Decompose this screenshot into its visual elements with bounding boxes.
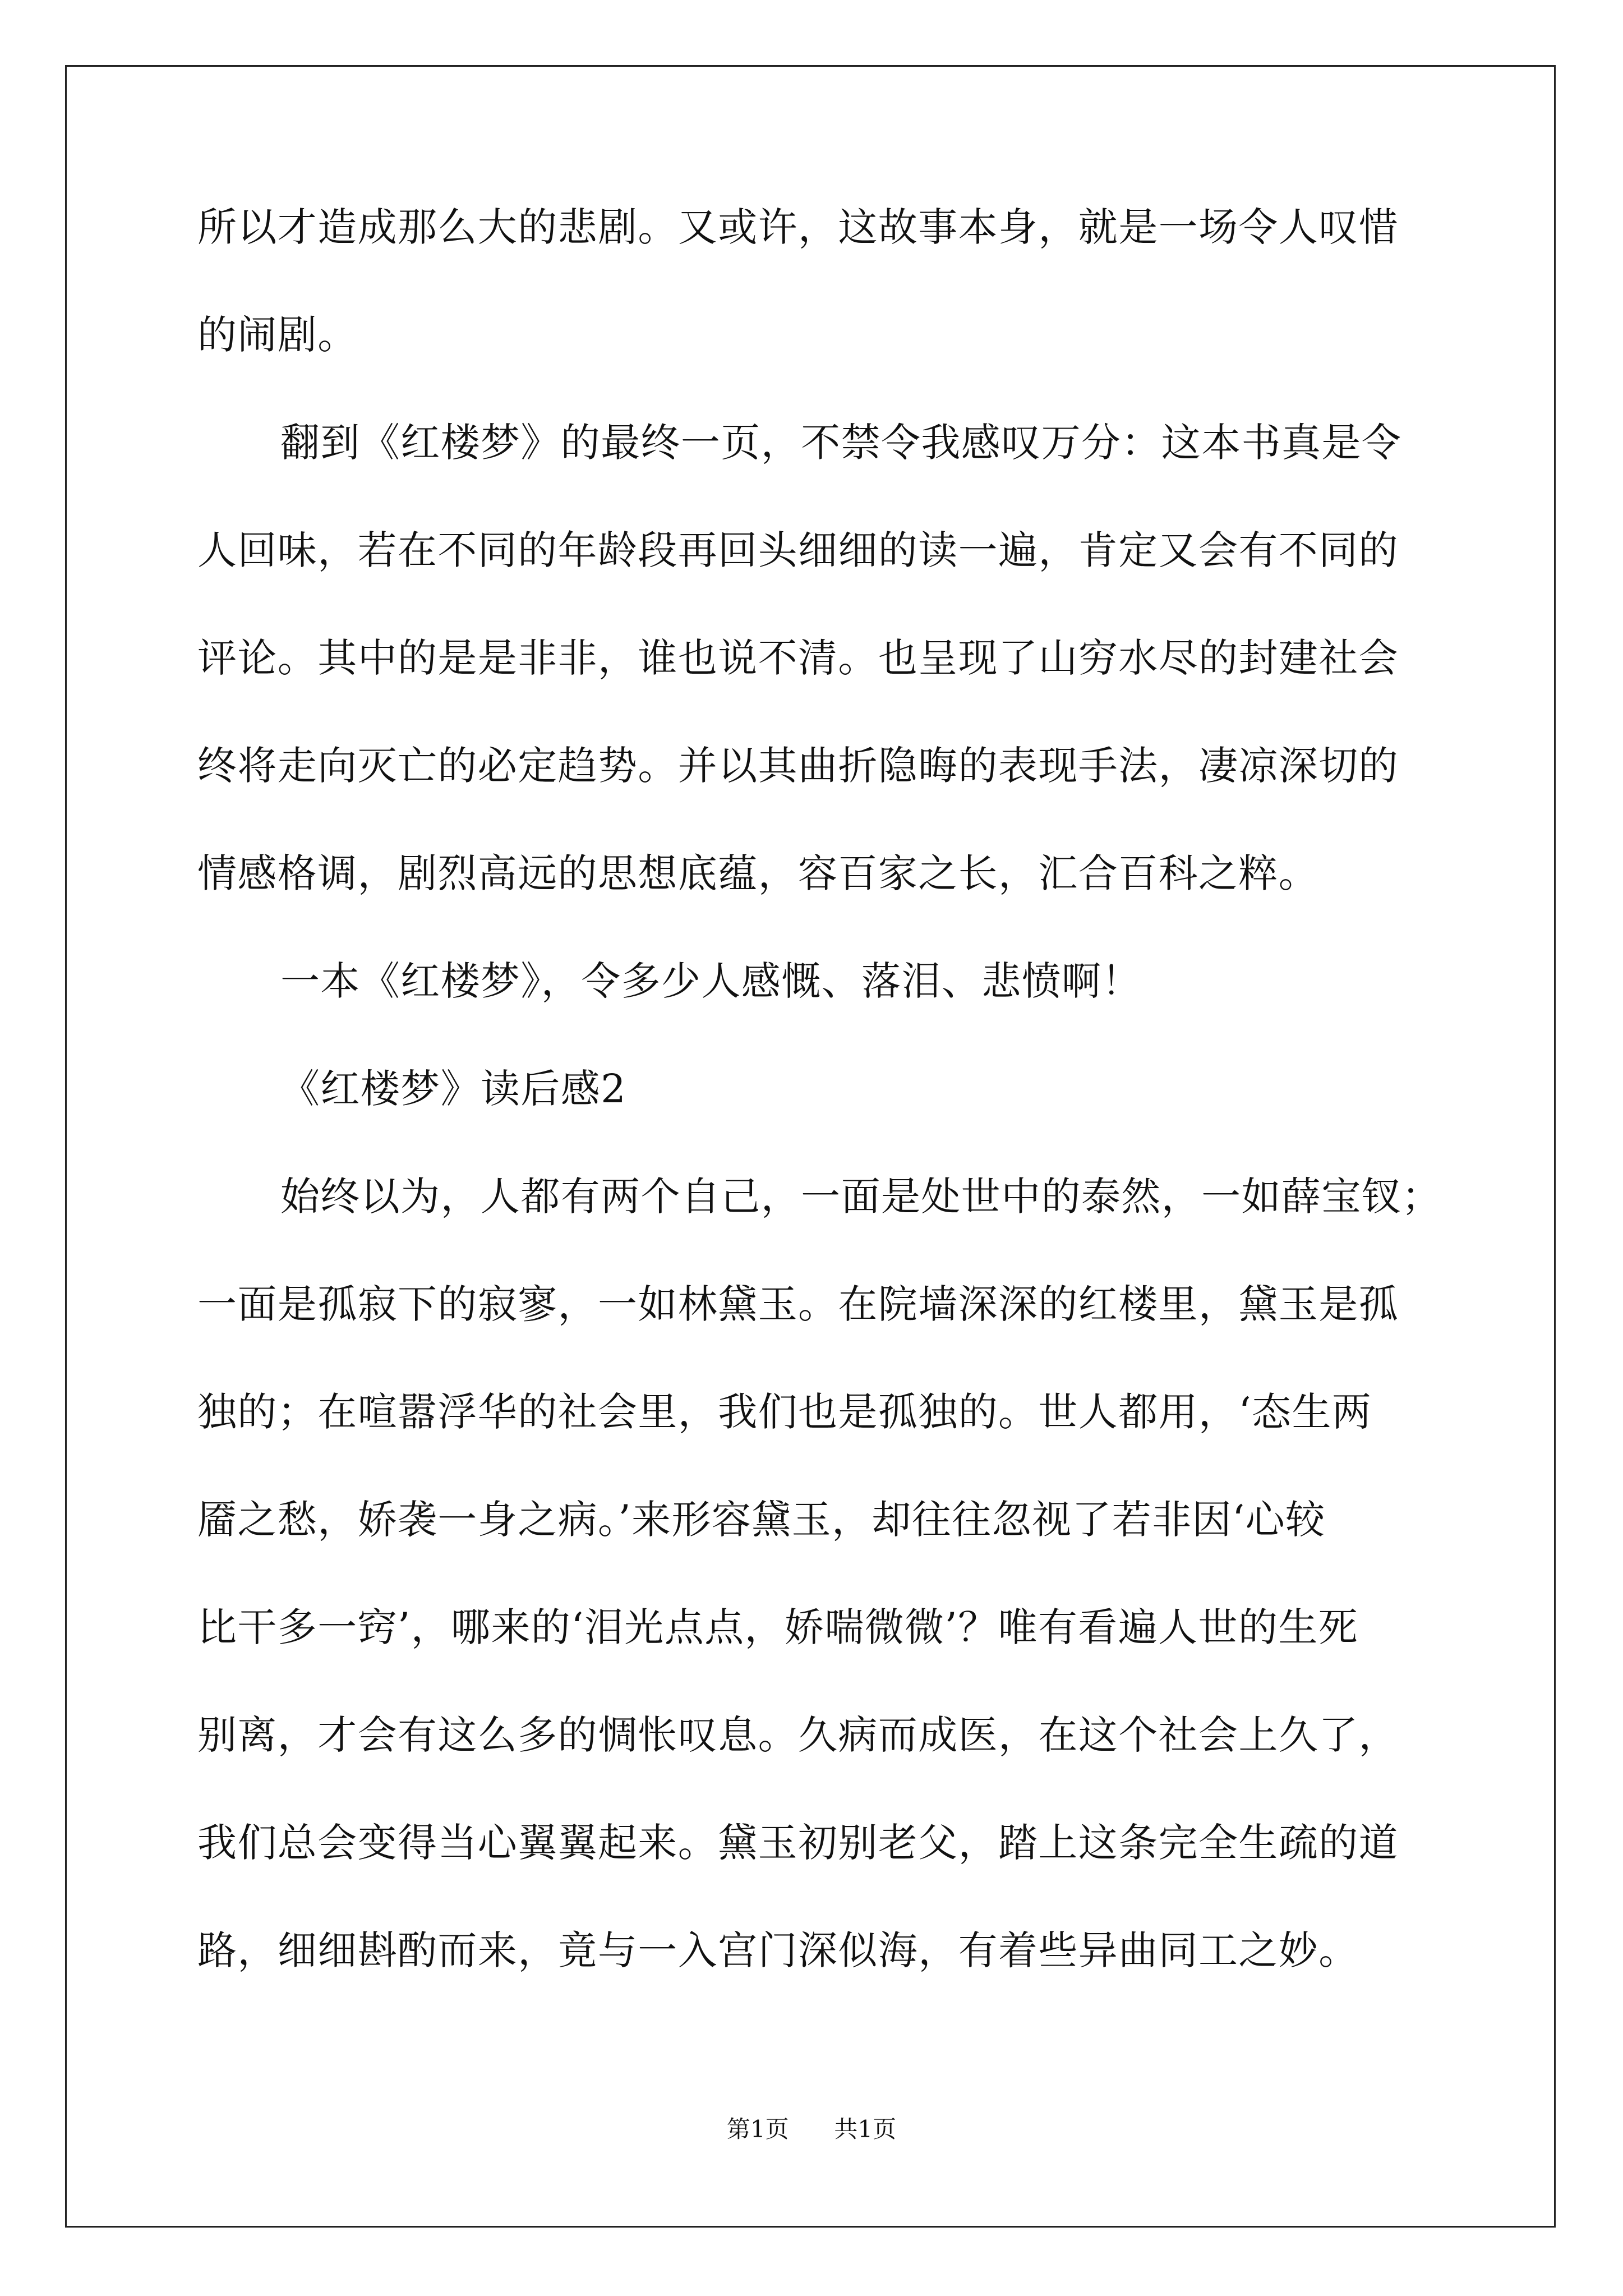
text-line: 始终以为，人都有两个自己，一面是处世中的泰然，一如薛宝钗； [280, 1174, 1442, 1220]
text-line: 翻到《红楼梦》的最终一页，不禁令我感叹万分：这本书真是令 [280, 420, 1402, 466]
document-body [197, 204, 1442, 2039]
text-line: 比干多一窍’，哪来的‘泪光点点，娇喘微微’？唯有看遍人世的生死 [197, 1604, 1359, 1650]
text-line: 路，细细斟酌而来，竟与一入宫门深似海，有着些异曲同工之妙。 [197, 1927, 1359, 1973]
text-line: 的闹剧。 [197, 312, 358, 358]
text-line: 靥之愁，娇袭一身之病。’来形容黛玉，却往往忽视了若非因‘心较 [197, 1497, 1326, 1543]
text-line: 我们总会变得当心翼翼起来。黛玉初别老父，踏上这条完全生疏的道 [197, 1820, 1399, 1866]
text-line: 终将走向灭亡的必定趋势。并以其曲折隐晦的表现手法，凄凉深切的 [197, 743, 1399, 789]
page-number: 第1页 [726, 2115, 789, 2143]
text-line: 一面是孤寂下的寂寥，一如林黛玉。在院墙深深的红楼里，黛玉是孤 [197, 1281, 1399, 1327]
page-footer [0, 2115, 1623, 2143]
text-line: 一本《红楼梦》，令多少人感慨、落泪、悲愤啊！ [280, 958, 1142, 1004]
text-line: 所以才造成那么大的悲剧。又或许，这故事本身，就是一场令人叹惜 [197, 204, 1399, 250]
text-line: 独的；在喧嚣浮华的社会里，我们也是孤独的。世人都用，‘态生两 [197, 1389, 1372, 1435]
text-line: 人回味，若在不同的年龄段再回头细细的读一遍，肯定又会有不同的 [197, 527, 1399, 573]
section-heading: 《红楼梦》读后感2 [280, 1066, 627, 1112]
text-line: 别离，才会有这么多的惆怅叹息。久病而成医，在这个社会上久了， [197, 1712, 1399, 1758]
text-line: 情感格调，剧烈高远的思想底蕴，容百家之长，汇合百科之粹。 [197, 850, 1319, 896]
text-line: 评论。其中的是是非非，谁也说不清。也呈现了山穷水尽的封建社会 [197, 635, 1399, 681]
page-total: 共1页 [834, 2115, 897, 2143]
